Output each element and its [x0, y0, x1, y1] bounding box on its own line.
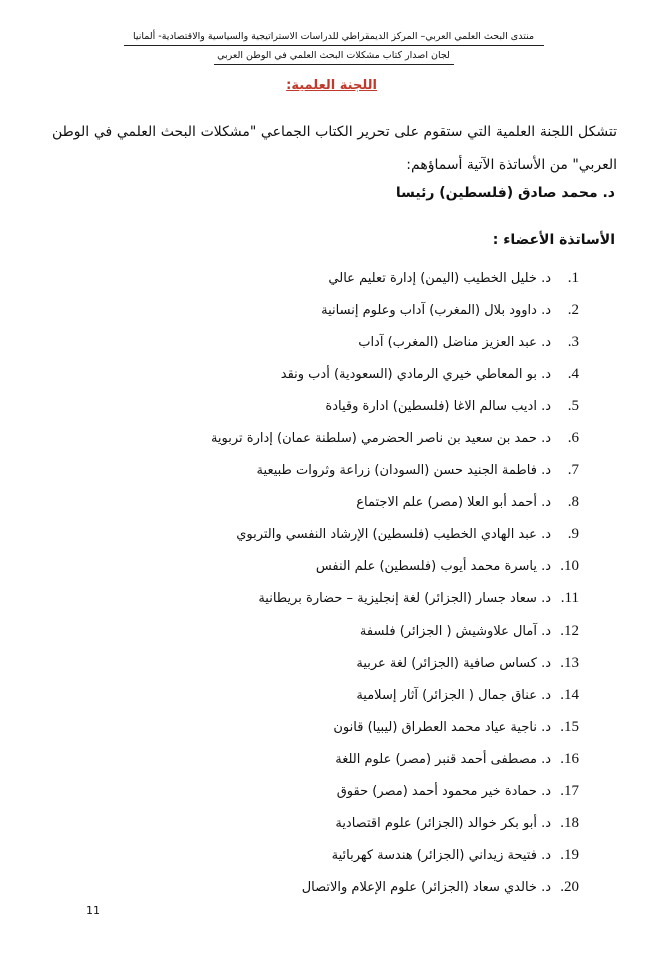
member-text: د. كساس صافية (الجزائر) لغة عربية [356, 655, 551, 671]
member-text: د. خالدي سعاد (الجزائر) علوم الإعلام والاتصال [301, 880, 551, 896]
member-text: د. ناجية عياد محمد العطراق (ليبيا) قانون [333, 719, 551, 735]
list-item [139, 551, 579, 583]
list-item [139, 390, 579, 422]
page-number: 11 [86, 904, 100, 917]
member-text: د. اديب سالم الاغا (فلسطين) ادارة وقيادة [325, 398, 551, 414]
committee-title: اللجنة العلمية: [286, 78, 377, 93]
list-item [139, 808, 579, 840]
item-number: 14. [560, 686, 579, 703]
item-number: 2. [567, 301, 579, 318]
item-number: 15. [560, 718, 579, 735]
member-text: د. حمادة خير محمود أحمد (مصر) حقوق [336, 784, 551, 800]
member-text: د. بو المعاطي خيري الرمادي (السعودية) أدب ونقد [280, 366, 551, 382]
member-text: د. فتيحة زيداني (الجزائر) هندسة كهربائية [331, 848, 551, 864]
list-item [139, 358, 579, 390]
item-number: 17. [560, 783, 579, 800]
list-item [139, 455, 579, 487]
list-item [139, 872, 579, 904]
list-item [139, 294, 579, 326]
page-header [30, 30, 637, 65]
item-number: 16. [560, 750, 579, 767]
list-item [139, 776, 579, 808]
member-text: د. أبو بكر خوالد (الجزائر) علوم اقتصادية [335, 816, 551, 832]
list-item [139, 711, 579, 743]
list-item [139, 583, 579, 615]
list-item [139, 647, 579, 679]
list-item [139, 679, 579, 711]
committee-chair: د. محمد صادق (فلسطين) رئيسا [395, 185, 615, 201]
list-item [139, 519, 579, 551]
member-text: د. داوود بلال (المغرب) آداب وعلوم إنسانية [321, 302, 551, 318]
member-text: د. خليل الخطيب (اليمن) إدارة تعليم عالي [328, 270, 551, 286]
header-rule-1 [124, 45, 544, 46]
list-item [139, 840, 579, 872]
member-text: د. مصطفى أحمد قنبر (مصر) علوم اللغة [335, 751, 551, 767]
list-item [139, 743, 579, 775]
item-number: 20. [560, 879, 579, 896]
item-number: 19. [560, 847, 579, 864]
list-item [139, 422, 579, 454]
list-item [139, 262, 579, 294]
member-text: د. أحمد أبو العلا (مصر) علم الاجتماع [356, 495, 551, 511]
header-line-1: منتدى البحث العلمي العربي– المركز الديمقراطي للدراسات الاستراتيجية والسياسية والاقتصادية- ألمانيا [132, 31, 535, 42]
item-number: 9. [567, 526, 579, 543]
item-number: 3. [567, 333, 579, 350]
header-rule-2 [214, 64, 454, 65]
item-number: 6. [567, 430, 579, 447]
item-number: 4. [567, 365, 579, 382]
item-number: 18. [560, 815, 579, 832]
item-number: 13. [560, 654, 579, 671]
intro-paragraph: تتشكل اللجنة العلمية التي ستقوم على تحرير الكتاب الجماعي "مشكلات البحث العلمي في الوطن العربي" من الأساتذة الآتية أسماؤهم: [52, 124, 617, 173]
members-list [139, 262, 579, 904]
header-line-2: لجان اصدار كتاب مشكلات البحث العلمي في الوطن العربي [217, 50, 450, 61]
list-item [139, 615, 579, 647]
item-number: 11. [560, 590, 579, 607]
member-text: د. ياسرة محمد أيوب (فلسطين) علم النفس [315, 559, 551, 575]
member-text: د. عبد الهادي الخطيب (فلسطين) الإرشاد النفسي والتربوي [236, 527, 551, 543]
member-text: د. آمال علاوشيش ( الجزائر) فلسفة [359, 623, 551, 639]
item-number: 7. [567, 462, 579, 479]
list-item [139, 326, 579, 358]
member-text: د. حمد بن سعيد بن ناصر الحضرمي (سلطنة عمان) إدارة تربوية [210, 431, 551, 447]
item-number: 1. [567, 269, 579, 286]
member-text: د. عناق جمال ( الجزائر) آثار إسلامية [356, 687, 551, 703]
item-number: 10. [560, 558, 579, 575]
member-text: د. سعاد جسار (الجزائر) لغة إنجليزية – حضارة بريطانية [258, 591, 551, 607]
item-number: 12. [560, 622, 579, 639]
member-text: د. فاطمة الجنيد حسن (السودان) زراعة وثروات طبيعية [256, 463, 551, 479]
list-item [139, 487, 579, 519]
member-text: د. عبد العزيز مناضل (المغرب) آداب [358, 334, 551, 350]
members-heading: الأساتذة الأعضاء : [492, 232, 615, 248]
item-number: 5. [567, 397, 579, 414]
item-number: 8. [567, 494, 579, 511]
